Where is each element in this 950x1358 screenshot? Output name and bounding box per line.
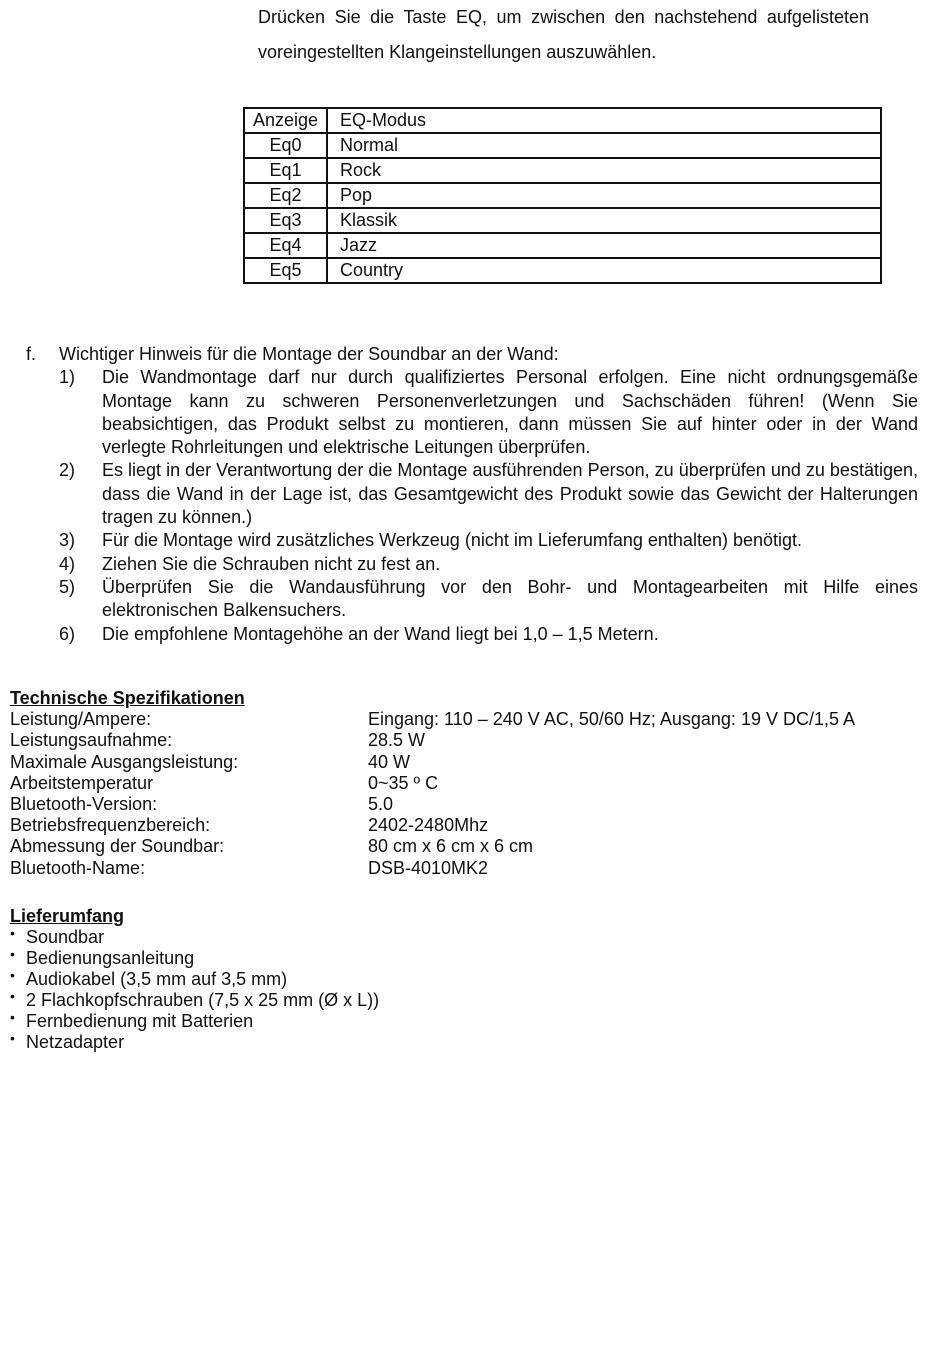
spec-key: Abmessung der Soundbar: (10, 836, 225, 857)
table-cell: Eq5 (244, 258, 327, 283)
table-cell: Eq0 (244, 133, 327, 158)
spec-value: 2402-2480Mhz (368, 815, 489, 836)
table-row (244, 258, 881, 283)
table-cell: Jazz (327, 233, 881, 258)
spec-value: 28.5 W (368, 730, 426, 751)
intro-paragraph (258, 0, 869, 70)
list-item (10, 948, 610, 969)
list-item (10, 969, 610, 990)
bullet-icon: • (10, 988, 15, 1004)
intro-text: Drücken Sie die Taste EQ, um zwischen den nachstehend aufgelisteten voreingestellten Klangeinstellungen auszuwählen. (258, 7, 869, 62)
hint-list (26, 366, 918, 646)
list-item (26, 623, 918, 646)
spec-value: DSB-4010MK2 (368, 857, 489, 878)
specs-title: Technische Spezifikationen (10, 688, 245, 708)
table-cell: Normal (327, 133, 881, 158)
table-cell: Pop (327, 183, 881, 208)
spec-key: Leistungsaufnahme: (10, 730, 173, 751)
list-item-number: 6) (59, 623, 76, 644)
list-item-text: Audiokabel (3,5 mm auf 3,5 mm) (26, 969, 288, 989)
list-item (10, 927, 610, 948)
table-header-cell: Anzeige (244, 108, 327, 133)
spec-row (10, 773, 910, 794)
list-item-text: Es liegt in der Verantwortung der die Montage ausführenden Person, zu überprüfen und zu bestätigen, dass die Wand in der Lage ist, das Gesamtgewicht des Produkt sowie das Gewicht der Halterungen tragen zu können.) (102, 460, 918, 528)
spec-key: Bluetooth-Name: (10, 857, 146, 878)
spec-row (10, 815, 910, 836)
bullet-icon: • (10, 1009, 15, 1025)
list-item-number: 2) (59, 460, 76, 481)
spec-row (10, 752, 910, 773)
table-row (244, 208, 881, 233)
list-item-text: Fernbedienung mit Batterien (26, 1011, 254, 1031)
list-item (26, 576, 918, 623)
list-item-text: Die empfohlene Montagehöhe an der Wand liegt bei 1,0 – 1,5 Metern. (102, 623, 659, 644)
list-item (10, 1011, 610, 1032)
list-item-text: Die Wandmontage darf nur durch qualifiziertes Personal erfolgen. Eine nicht ordnungsgemäße Montage kann zu schweren Personenverletzungen und Sachschäden führen! (Wenn Sie beabsichtigen, das Produkt selbst zu montieren, dann müssen Sie auf hinter oder in der Wand verlegte Rohrleitungen und elektrische Leitungen überprüfen. (102, 367, 918, 458)
hint-heading (26, 343, 918, 366)
list-item (10, 1032, 610, 1053)
bullet-icon: • (10, 925, 15, 941)
table-row (244, 183, 881, 208)
spec-row (10, 858, 910, 879)
wall-mount-hint (26, 343, 918, 646)
table-cell: Eq4 (244, 233, 327, 258)
bullet-icon: • (10, 967, 15, 983)
eq-mode-table (243, 107, 882, 284)
table-row (244, 133, 881, 158)
scope-of-delivery (10, 906, 610, 1053)
spec-key: Maximale Ausgangsleistung: (10, 751, 239, 772)
spec-key: Betriebsfrequenzbereich: (10, 815, 211, 836)
list-item-text: Ziehen Sie die Schrauben nicht zu fest an. (102, 553, 441, 574)
table-header-row (244, 108, 881, 133)
list-item-text: Soundbar (26, 927, 105, 947)
spec-value: 80 cm x 6 cm x 6 cm (368, 836, 534, 857)
spec-row (10, 794, 910, 815)
table-cell: Country (327, 258, 881, 283)
list-item (26, 553, 918, 576)
list-item-text: Bedienungsanleitung (26, 948, 195, 968)
spec-value: 5.0 (368, 794, 394, 815)
scope-list (10, 927, 610, 1053)
hint-title: Wichtiger Hinweis für die Montage der Soundbar an der Wand: (59, 344, 559, 364)
list-item-number: 5) (59, 576, 76, 597)
spec-key: Leistung/Ampere: (10, 709, 152, 730)
spec-value: 0~35 º C (368, 772, 439, 793)
list-item (26, 366, 918, 459)
table-row (244, 158, 881, 183)
table-cell: Eq3 (244, 208, 327, 233)
spec-key: Arbeitstemperatur (10, 772, 154, 793)
list-item-text: 2 Flachkopfschrauben (7,5 x 25 mm (Ø x L)) (26, 990, 380, 1010)
hint-label: f. (26, 344, 37, 364)
table-cell: Klassik (327, 208, 881, 233)
technical-specifications (10, 688, 910, 879)
list-item-number: 3) (59, 530, 76, 551)
spec-row (10, 730, 910, 751)
table-header-cell: EQ-Modus (327, 108, 881, 133)
table-cell: Eq2 (244, 183, 327, 208)
list-item-number: 4) (59, 553, 76, 574)
bullet-icon: • (10, 1030, 15, 1046)
bullet-icon: • (10, 946, 15, 962)
spec-value: 40 W (368, 751, 411, 772)
scope-title: Lieferumfang (10, 906, 125, 926)
list-item (26, 529, 918, 552)
table-row (244, 233, 881, 258)
list-item-text: Überprüfen Sie die Wandausführung vor den Bohr- und Montagearbeiten mit Hilfe eines elektronischen Balkensuchers. (102, 576, 918, 621)
spec-value: Eingang: 110 – 240 V AC, 50/60 Hz; Ausgang: 19 V DC/1,5 A (368, 709, 856, 730)
list-item (26, 459, 918, 529)
spec-row (10, 709, 910, 730)
list-item-text: Für die Montage wird zusätzliches Werkzeug (nicht im Lieferumfang enthalten) benötigt. (102, 530, 803, 551)
spec-row (10, 836, 910, 857)
list-item (10, 990, 610, 1011)
list-item-text: Netzadapter (26, 1032, 125, 1052)
list-item-number: 1) (59, 367, 76, 388)
table-cell: Rock (327, 158, 881, 183)
table-cell: Eq1 (244, 158, 327, 183)
spec-key: Bluetooth-Version: (10, 794, 158, 815)
